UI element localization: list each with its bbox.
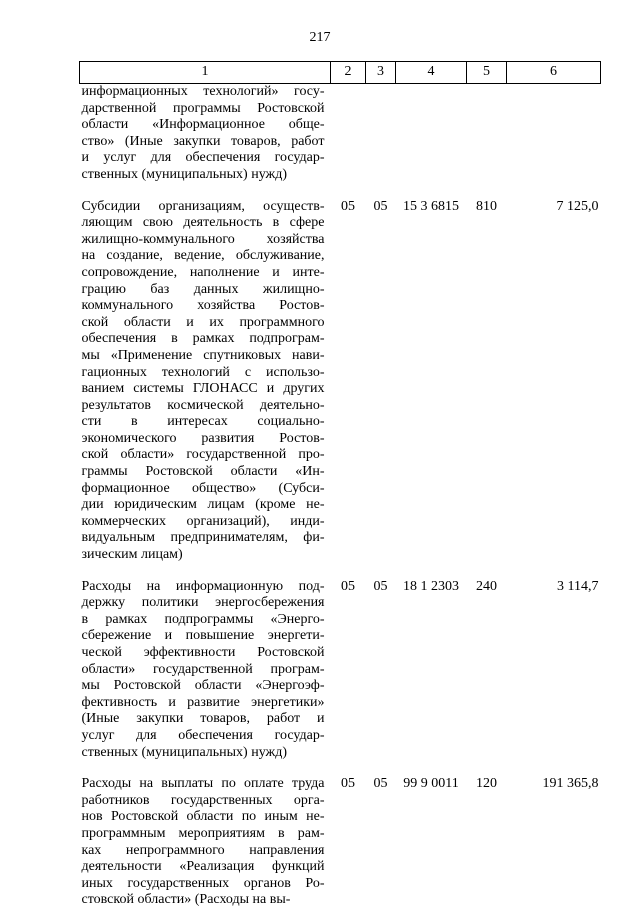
description-line: сопровождение, наполнение и инте-: [81, 264, 325, 280]
target-article-code: [396, 84, 467, 191]
header-row: [80, 62, 601, 84]
item-description: [80, 84, 331, 191]
description-line: Расходы на информационную под-: [81, 578, 325, 594]
column-header-4: 4: [396, 62, 467, 84]
amount: 7 125,0: [556, 198, 599, 214]
description-line: ской области» государственной про-: [81, 447, 325, 463]
description-line: сти в интересах социально-: [81, 414, 325, 430]
description-line: услуг для обеспечения государ-: [81, 727, 325, 743]
description-line: ство» (Иные закупки товаров, работ: [81, 133, 325, 149]
expense-type-code: [467, 84, 507, 191]
target-article-code: 18 1 2303: [403, 578, 459, 594]
description-line: в рамках подпрограммы «Энерго-: [81, 611, 325, 627]
item-description: [80, 571, 331, 769]
description-line: ской области и их программного: [81, 314, 325, 330]
description-line: программным мероприятиям в рам-: [81, 825, 325, 841]
description-line: области» государственной програм-: [81, 661, 325, 677]
description-line: ческой эффективности Ростовской: [81, 645, 325, 660]
description-line: нов Ростовской области по иным не-: [81, 809, 325, 825]
page-number: 217: [309, 30, 331, 45]
budget-table: [79, 61, 601, 916]
column-header-6: 6: [507, 62, 601, 84]
description-line: мы «Применение спутниковых нави-: [81, 347, 325, 363]
description-line: дарственной программы Ростовской: [81, 100, 325, 116]
table-row: [80, 84, 601, 191]
description-line: на создание, ведение, обслуживание,: [81, 248, 325, 264]
description-line: коммунального хозяйства Ростов-: [81, 298, 325, 314]
description-line: и услуг для обеспечения государ-: [81, 150, 325, 166]
target-article-code: 15 3 6815: [403, 198, 459, 214]
amount: 191 365,8: [542, 776, 599, 792]
section-code: 05: [341, 198, 355, 214]
description-line: ственных (муниципальных) нужд): [81, 166, 287, 182]
column-header-2: 2: [331, 62, 366, 84]
item-description: [80, 768, 331, 916]
description-line: ванием системы ГЛОНАСС и других: [81, 381, 325, 397]
section-code: 05: [341, 578, 355, 594]
subsection-code: 05: [373, 578, 388, 594]
description-line: видуальным предпринимателям, фи-: [81, 530, 325, 546]
description-line: (Иные закупки товаров, работ и: [81, 711, 325, 727]
description-line: работников государственных орга-: [81, 792, 325, 808]
description-line: фективность и развитие энергетики»: [81, 694, 325, 710]
description-line: ляющим свою деятельность в сфере: [81, 215, 325, 231]
description-line: зическим лицам): [81, 547, 183, 563]
description-line: обеспечения в рамках подпрограм-: [81, 331, 325, 347]
expense-type-code: 120: [476, 776, 497, 792]
description-line: области «Информационное обще-: [81, 117, 325, 133]
description-line: граммы Ростовской области «Ин-: [81, 464, 325, 480]
table-row: [80, 191, 601, 571]
column-header-3: 3: [366, 62, 396, 84]
description-line: мы Ростовской области «Энергоэф-: [81, 678, 325, 694]
column-header-1: 1: [80, 62, 331, 84]
description-line: ках непрограммного направления: [81, 842, 325, 858]
section-code: [331, 84, 366, 191]
description-line: сбережение и повышение энергети-: [81, 628, 325, 644]
description-line: информационных технологий» госу-: [81, 84, 325, 99]
description-line: иных государственных органов Ро-: [81, 875, 325, 891]
amount: 3 114,7: [557, 578, 599, 594]
subsection-code: 05: [373, 776, 388, 792]
description-line: результатов космической деятельно-: [81, 397, 325, 413]
expense-type-code: 810: [476, 198, 497, 214]
subsection-code: 05: [373, 198, 388, 214]
description-line: грацию баз данных жилищно-: [81, 281, 325, 297]
description-line: формационное общество» (Субси-: [81, 480, 325, 496]
description-line: экономического развития Ростов-: [81, 430, 325, 446]
target-article-code: 99 9 0011: [403, 776, 459, 792]
description-line: Расходы на выплаты по оплате труда: [81, 776, 325, 792]
description-line: держку политики энергосбережения: [81, 595, 325, 611]
description-line: Субсидии организациям, осуществ-: [81, 198, 325, 214]
description-line: дии юридическим лицам (кроме не-: [81, 497, 325, 513]
column-header-5: 5: [467, 62, 507, 84]
amount: [507, 84, 601, 191]
description-line: жилищно-коммунального хозяйства: [81, 231, 325, 247]
expense-type-code: 240: [476, 578, 497, 594]
description-line: ственных (муниципальных) нужд): [81, 744, 287, 760]
description-line: гационных технологий с использо-: [81, 364, 325, 380]
table-row: [80, 768, 601, 916]
description-line: деятельности «Реализация функций: [81, 859, 325, 875]
section-code: 05: [341, 776, 355, 792]
subsection-code: [366, 84, 396, 191]
table-row: [80, 571, 601, 769]
description-line: стовской области» (Расходы на вы-: [81, 892, 291, 908]
item-description: [80, 191, 331, 571]
description-line: коммерческих организаций), инди-: [81, 513, 325, 529]
